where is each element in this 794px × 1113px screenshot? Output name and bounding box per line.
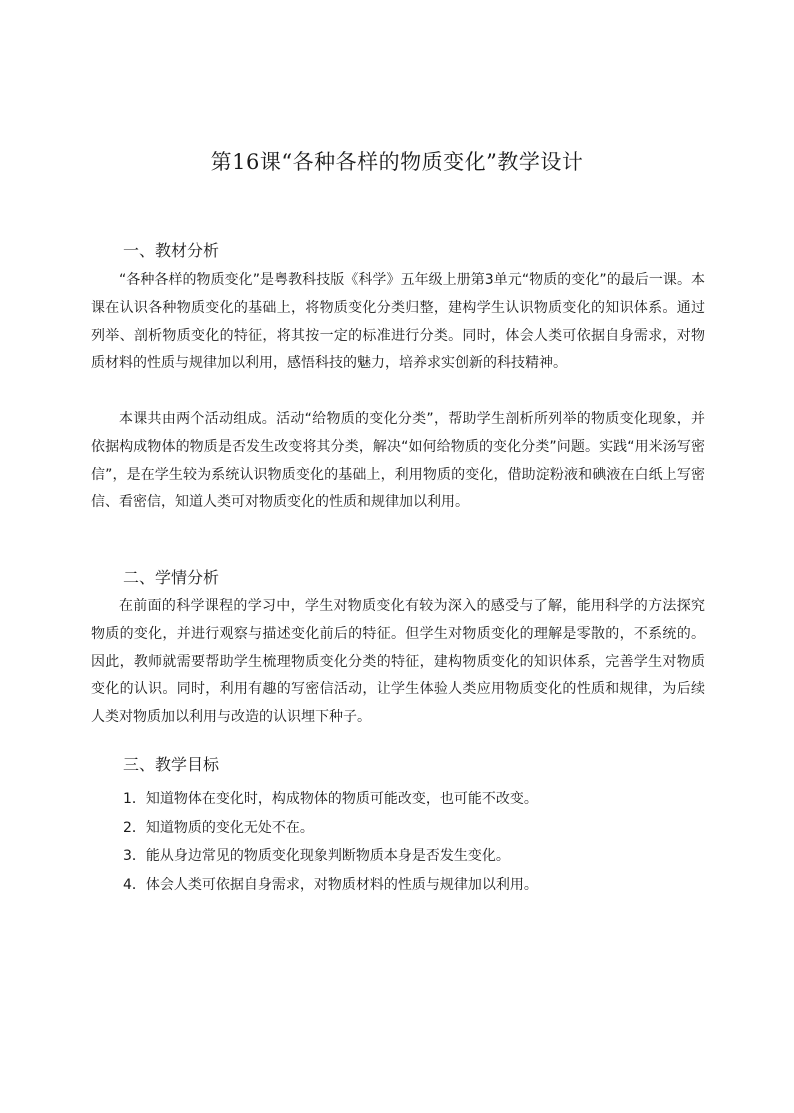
paragraph-textbook-analysis-2: 本课共由两个活动组成。活动“给物质的变化分类”，帮助学生剖析所列举的物质变化现象，并依据构成物体的物质是否发生改变将其分类，解决“如何给物质的变化分类”问题。实践“用米汤写密信”，是在学生较为系统认识物质变化的基础上，利用物质的变化，借助淀粉液和碘液在白纸上写密信、看密信，知道人类可对物质变化的性质和规律加以利用。	[91, 411, 705, 511]
section-heading-teaching-goals: 三、教学目标	[123, 755, 220, 774]
section-heading-textbook-analysis: 一、教材分析	[123, 241, 220, 260]
teaching-goal-item: 3．能从身边常见的物质变化现象判断物质本身是否发生变化。	[123, 848, 510, 865]
teaching-goal-item: 4．体会人类可依据自身需求，对物质材料的性质与规律加以利用。	[123, 877, 538, 894]
teaching-goal-item: 1．知道物体在变化时，构成物体的物质可能改变，也可能不改变。	[123, 791, 538, 807]
teaching-goal-item: 2．知道物质的变化无处不在。	[123, 819, 314, 836]
paragraph-textbook-analysis-1: “各种各样的物质变化”是粤教科技版《科学》五年级上册第3单元“物质的变化”的最后一课。本课在认识各种物质变化的基础上，将物质变化分类归整，建构学生认识物质变化的知识体系。通过列举、剖析物质变化的特征，将其按一定的标准进行分类。同时，体会人类可依据自身需求，对物质材料的性质与规律加以利用，感悟科技的魅力，培养求实创新的科技精神。	[91, 272, 705, 372]
paragraph-student-analysis: 在前面的科学课程的学习中，学生对物质变化有较为深入的感受与了解，能用科学的方法探究物质的变化，并进行观察与描述变化前后的特征。但学生对物质变化的理解是零散的，不系统的。因此，教师就需要帮助学生梳理物质变化分类的特征，建构物质变化的知识体系，完善学生对物质变化的认识。同时，利用有趣的写密信活动，让学生体验人类应用物质变化的性质和规律，为后续人类对物质加以利用与改造的认识埋下种子。	[91, 598, 705, 726]
document-title: 第16课“各种各样的物质变化”教学设计	[210, 150, 584, 174]
section-heading-student-analysis: 二、学情分析	[123, 568, 220, 587]
teaching-goals-list	[123, 785, 538, 900]
